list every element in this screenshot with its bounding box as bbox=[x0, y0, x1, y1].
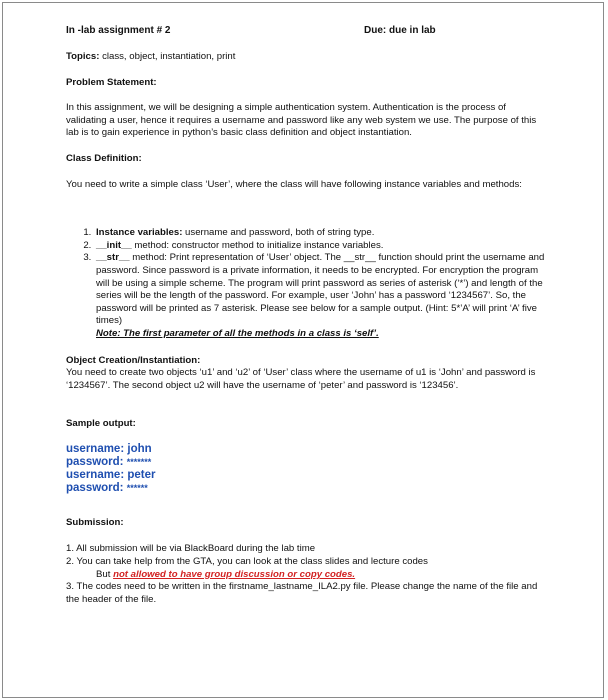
submission-list bbox=[66, 543, 548, 606]
item-bold: __str__ bbox=[96, 252, 130, 264]
item-text: method: Print representation of ‘User’ object. The __str__ function should print the username and password. Since password is a private information, it needs to be encrypted. For encryption the program will be using a simple scheme. The program will print password as series of asterisk (‘*’) and length of the series will be the length of the password. For example, user ‘John’ has a password ‘1234567’. So, the password will be printed as 7 asterisk. Please see below for a sample output. (Hint: 5*’A’ will print ‘A’ five times) bbox=[96, 252, 545, 327]
sample-value: ****** bbox=[126, 482, 148, 493]
topics-label: Topics: bbox=[66, 51, 100, 62]
item-bold: __init__ bbox=[96, 239, 132, 251]
sample-output-heading: Sample output: bbox=[66, 418, 136, 430]
submission-item: 1. All submission will be via BlackBoard during the lab time bbox=[66, 543, 316, 555]
warning-text: not allowed to have group discussion or copy codes. bbox=[113, 568, 356, 580]
list-item bbox=[94, 252, 548, 340]
class-definition-heading: Class Definition: bbox=[66, 152, 142, 164]
sample-value: john bbox=[127, 442, 152, 455]
object-creation-heading: Object Creation/Instantiation: bbox=[66, 354, 201, 366]
object-creation-body: You need to create two objects ‘u1’ and ‘u2’ of ‘User’ class where the username of u1 is ‘John’ and password is ‘1234567’. The second object u2 will have the username of ‘peter’ and password is ‘123456’. bbox=[66, 367, 536, 391]
sample-label: username: bbox=[66, 442, 125, 455]
item-bold: Instance variables: bbox=[96, 227, 183, 239]
submission-item: 2. You can take help from the GTA, you can look at the class slides and lecture codes bbox=[66, 556, 428, 568]
sample-line bbox=[66, 456, 548, 469]
sample-label: username: bbox=[66, 468, 125, 481]
header-row bbox=[66, 25, 548, 39]
assignment-title: In -lab assignment # 2 bbox=[66, 25, 171, 36]
methods-list bbox=[66, 227, 548, 340]
submission-warning bbox=[66, 569, 548, 582]
due-date: Due: due in lab bbox=[364, 25, 436, 36]
document-content bbox=[66, 25, 548, 606]
sample-line bbox=[66, 469, 548, 482]
warning-prefix: But bbox=[96, 568, 114, 580]
sample-value: peter bbox=[127, 468, 156, 481]
topics-line bbox=[66, 51, 548, 64]
problem-heading: Problem Statement: bbox=[66, 76, 157, 88]
sample-line bbox=[66, 482, 548, 495]
list-item bbox=[94, 240, 548, 253]
sample-value: ******* bbox=[126, 456, 152, 467]
submission-heading: Submission: bbox=[66, 516, 124, 528]
sample-label: password: bbox=[66, 455, 124, 468]
submission-item: 3. The codes need to be written in the firstname_lastname_ILA2.py file. Please change the name of the file and the header of the file. bbox=[66, 581, 538, 605]
sample-line bbox=[66, 443, 548, 456]
sample-output-block bbox=[66, 443, 548, 495]
list-item bbox=[94, 227, 548, 240]
problem-body: In this assignment, we will be designing a simple authentication system. Authentication is the process of validating a user, hence it requires a username and password like any web system we use. The purpose of this lab is to gain experience in python’s basic class definition and object instantiation. bbox=[66, 102, 537, 139]
document-page bbox=[2, 2, 604, 698]
item-text: username and password, both of string type. bbox=[182, 227, 375, 239]
note-line: Note: The first parameter of all the methods in a class is ‘self’. bbox=[96, 327, 379, 339]
class-definition-body: You need to write a simple class ‘User’, where the class will have following instance variables and methods: bbox=[66, 178, 522, 190]
sample-label: password: bbox=[66, 481, 124, 494]
item-text: method: constructor method to initialize instance variables. bbox=[131, 239, 384, 251]
topics-text: class, object, instantiation, print bbox=[102, 51, 236, 62]
